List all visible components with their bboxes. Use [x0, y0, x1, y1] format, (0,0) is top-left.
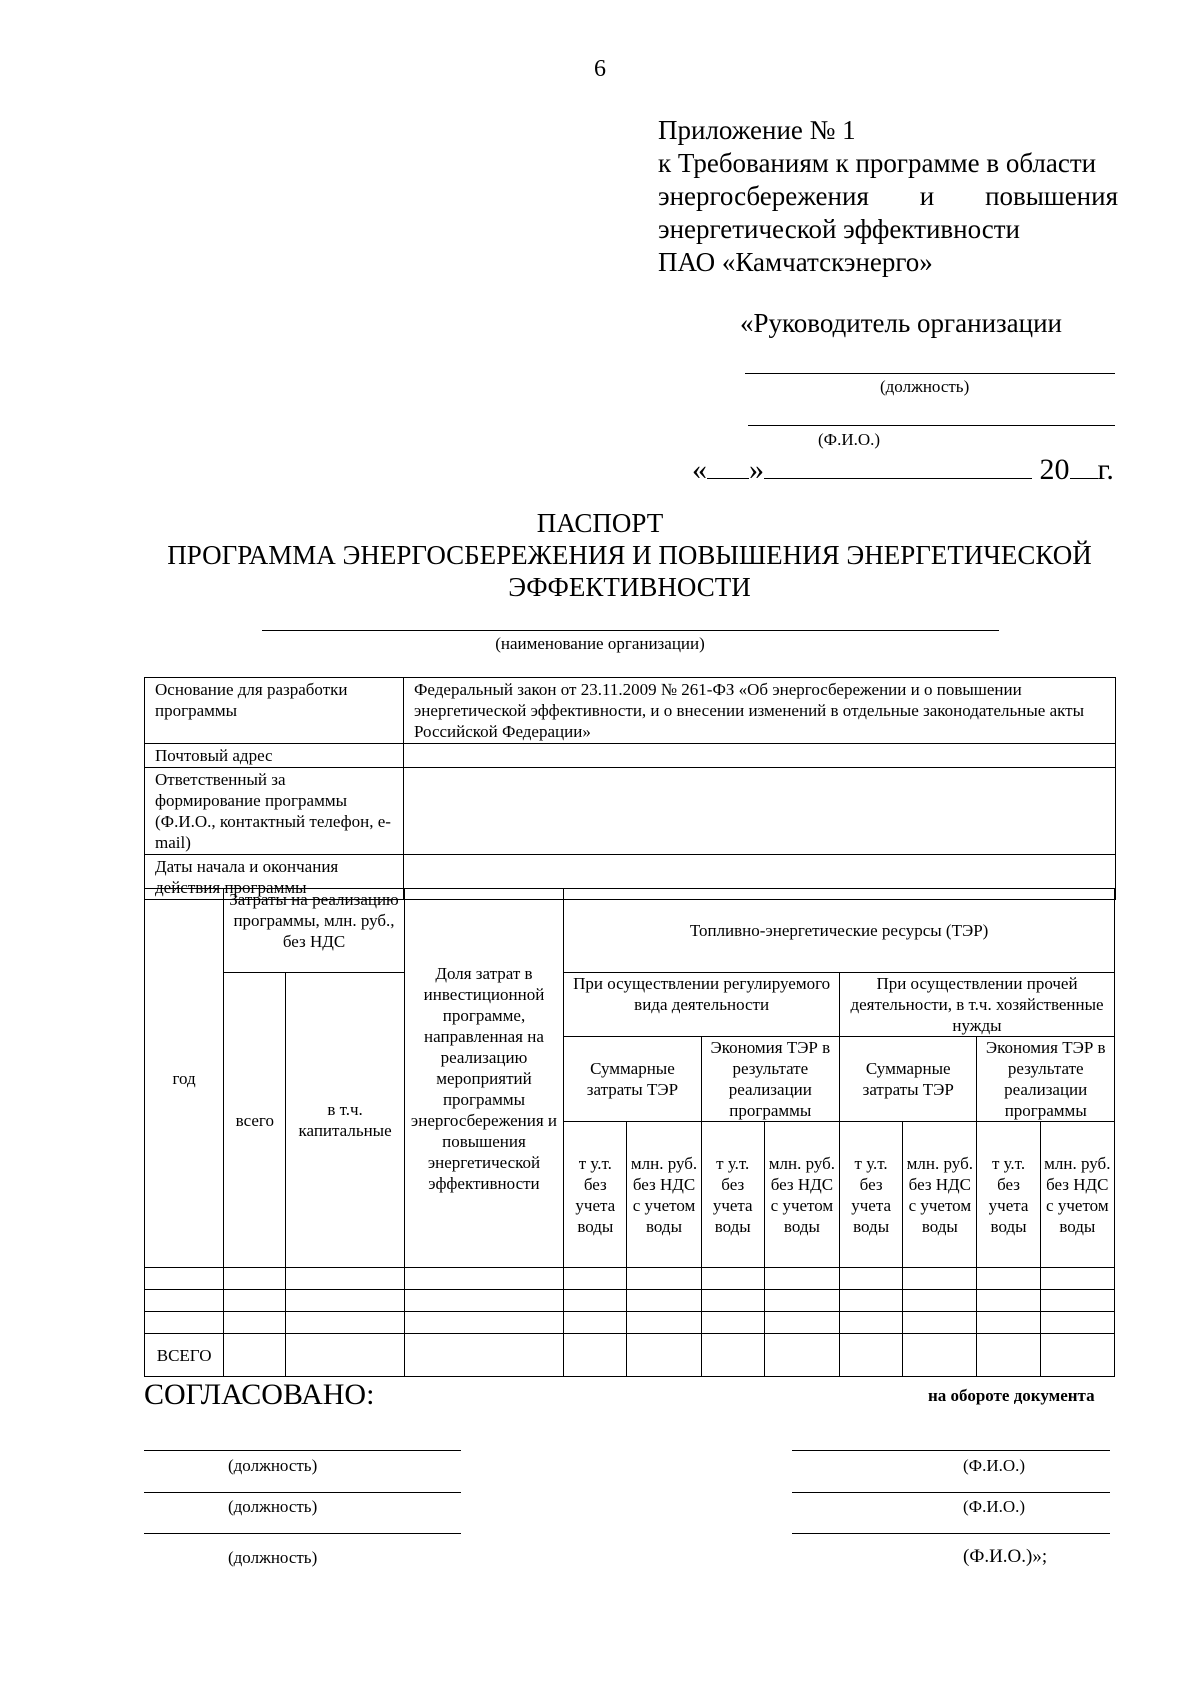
- row-value: Федеральный закон от 23.11.2009 № 261-ФЗ «Об энергосбережении и о повышении энергетической эффективности, и о внесении изменений в отдельные законодательные акты Российской Федерации»: [404, 678, 1116, 744]
- row-value: [404, 744, 1116, 768]
- share-header: Доля затрат в инвестиционной программе, направленная на реализацию мероприятий программы энергосбережения и повышения энергетической эффективности: [404, 889, 563, 1268]
- savings-header: Экономия ТЭР в результате реализации программы: [701, 1037, 839, 1122]
- ter-grid: [144, 888, 1115, 1377]
- year-header: год: [145, 889, 224, 1268]
- unit-rub: млн. руб. без НДС с учетом воды: [1040, 1122, 1114, 1268]
- unit-tut: т у.т. без учета воды: [701, 1122, 764, 1268]
- row-label: Даты начала и окончания действия программы: [145, 855, 404, 900]
- sum-costs-header: Суммарные затраты ТЭР: [564, 1037, 701, 1122]
- fio-caption: (Ф.И.О.): [963, 1497, 1026, 1516]
- total-row: [145, 1334, 1115, 1377]
- day-blank: [707, 452, 749, 479]
- document-title: ПАСПОРТ: [536, 508, 664, 538]
- costs-header: Затраты на реализацию программы, млн. руб., без НДС: [224, 889, 405, 973]
- table-row: [145, 1312, 1115, 1334]
- unit-tut: т у.т. без учета воды: [977, 1122, 1040, 1268]
- unit-rub: млн. руб. без НДС с учетом воды: [627, 1122, 701, 1268]
- unit-tut: т у.т. без учета воды: [564, 1122, 627, 1268]
- agreed-heading: СОГЛАСОВАНО:: [144, 1378, 375, 1411]
- appendix-line: [658, 180, 1118, 213]
- table-row: [145, 678, 1116, 744]
- date-suffix: г.: [1097, 453, 1114, 486]
- position-caption: (должность): [228, 1548, 318, 1567]
- appendix-word: повышения: [985, 181, 1118, 211]
- position-caption: (должность): [228, 1456, 318, 1475]
- row-label: Почтовый адрес: [145, 744, 404, 768]
- row-value: [404, 768, 1116, 855]
- savings-header: Экономия ТЭР в результате реализации программы: [977, 1037, 1115, 1122]
- ter-header: Топливно-энергетические ресурсы (ТЭР): [564, 889, 1115, 973]
- other-activity-header: При осуществлении прочей деятельности, в т.ч. хозяйственные нужды: [840, 973, 1115, 1037]
- organization-line: [262, 630, 999, 631]
- appendix-word: энергосбережения: [658, 181, 869, 211]
- year-blank: [1070, 452, 1098, 479]
- date-year: 20: [1039, 453, 1070, 486]
- unit-tut: т у.т. без учета воды: [840, 1122, 903, 1268]
- approval-title: «Руководитель организации: [740, 308, 1063, 338]
- reverse-note: на обороте документа: [928, 1386, 1095, 1405]
- page-number: 6: [594, 56, 606, 82]
- signature-line: [792, 1492, 1110, 1493]
- appendix-word: и: [919, 181, 935, 211]
- fio-line: [748, 425, 1115, 426]
- month-blank: [764, 452, 1032, 479]
- signature-line: [144, 1492, 461, 1493]
- signature-line: [144, 1450, 461, 1451]
- row-label: Ответственный за формирование программы (Ф.И.О., контактный телефон, e-mail): [145, 768, 404, 855]
- total-costs-header: всего: [224, 973, 286, 1268]
- date-quote-close: »: [749, 453, 764, 486]
- appendix-header: [658, 114, 1118, 279]
- appendix-line: Приложение № 1: [658, 115, 856, 145]
- unit-rub: млн. руб. без НДС с учетом воды: [903, 1122, 977, 1268]
- table-row: [145, 744, 1116, 768]
- position-caption: (должность): [228, 1497, 318, 1516]
- total-row-label: ВСЕГО: [145, 1334, 224, 1377]
- position-caption: (должность): [880, 377, 970, 396]
- organization-caption: (наименование организации): [495, 634, 705, 653]
- document-subtitle-2: ЭФФЕКТИВНОСТИ: [508, 572, 751, 602]
- appendix-line: ПАО «Камчатскэнерго»: [658, 247, 933, 277]
- appendix-line: к Требованиям к программе в области: [658, 148, 1097, 178]
- table-row: [145, 1290, 1115, 1312]
- row-label: Основание для разработки программы: [145, 678, 404, 744]
- table-row: [145, 768, 1116, 855]
- signature-line: [792, 1450, 1110, 1451]
- approval-date: [692, 452, 1114, 487]
- document-subtitle: ПРОГРАММА ЭНЕРГОСБЕРЕЖЕНИЯ И ПОВЫШЕНИЯ ЭНЕРГЕТИЧЕСКОЙ: [167, 540, 1092, 570]
- regulated-header: При осуществлении регулируемого вида деятельности: [564, 973, 840, 1037]
- fio-caption: (Ф.И.О.)»;: [963, 1546, 1048, 1567]
- signature-line: [792, 1533, 1110, 1534]
- signature-line: [144, 1533, 461, 1534]
- appendix-line: энергетической эффективности: [658, 214, 1020, 244]
- fio-caption: (Ф.И.О.): [963, 1456, 1026, 1475]
- unit-rub: млн. руб. без НДС с учетом воды: [764, 1122, 839, 1268]
- capital-costs-header: в т.ч. капитальные: [286, 973, 404, 1268]
- passport-table: [144, 677, 1116, 900]
- table-row: [145, 1268, 1115, 1290]
- date-quote-open: «: [692, 453, 707, 486]
- sum-costs-header: Суммарные затраты ТЭР: [840, 1037, 977, 1122]
- position-line: [745, 373, 1115, 374]
- fio-caption: (Ф.И.О.): [818, 430, 881, 449]
